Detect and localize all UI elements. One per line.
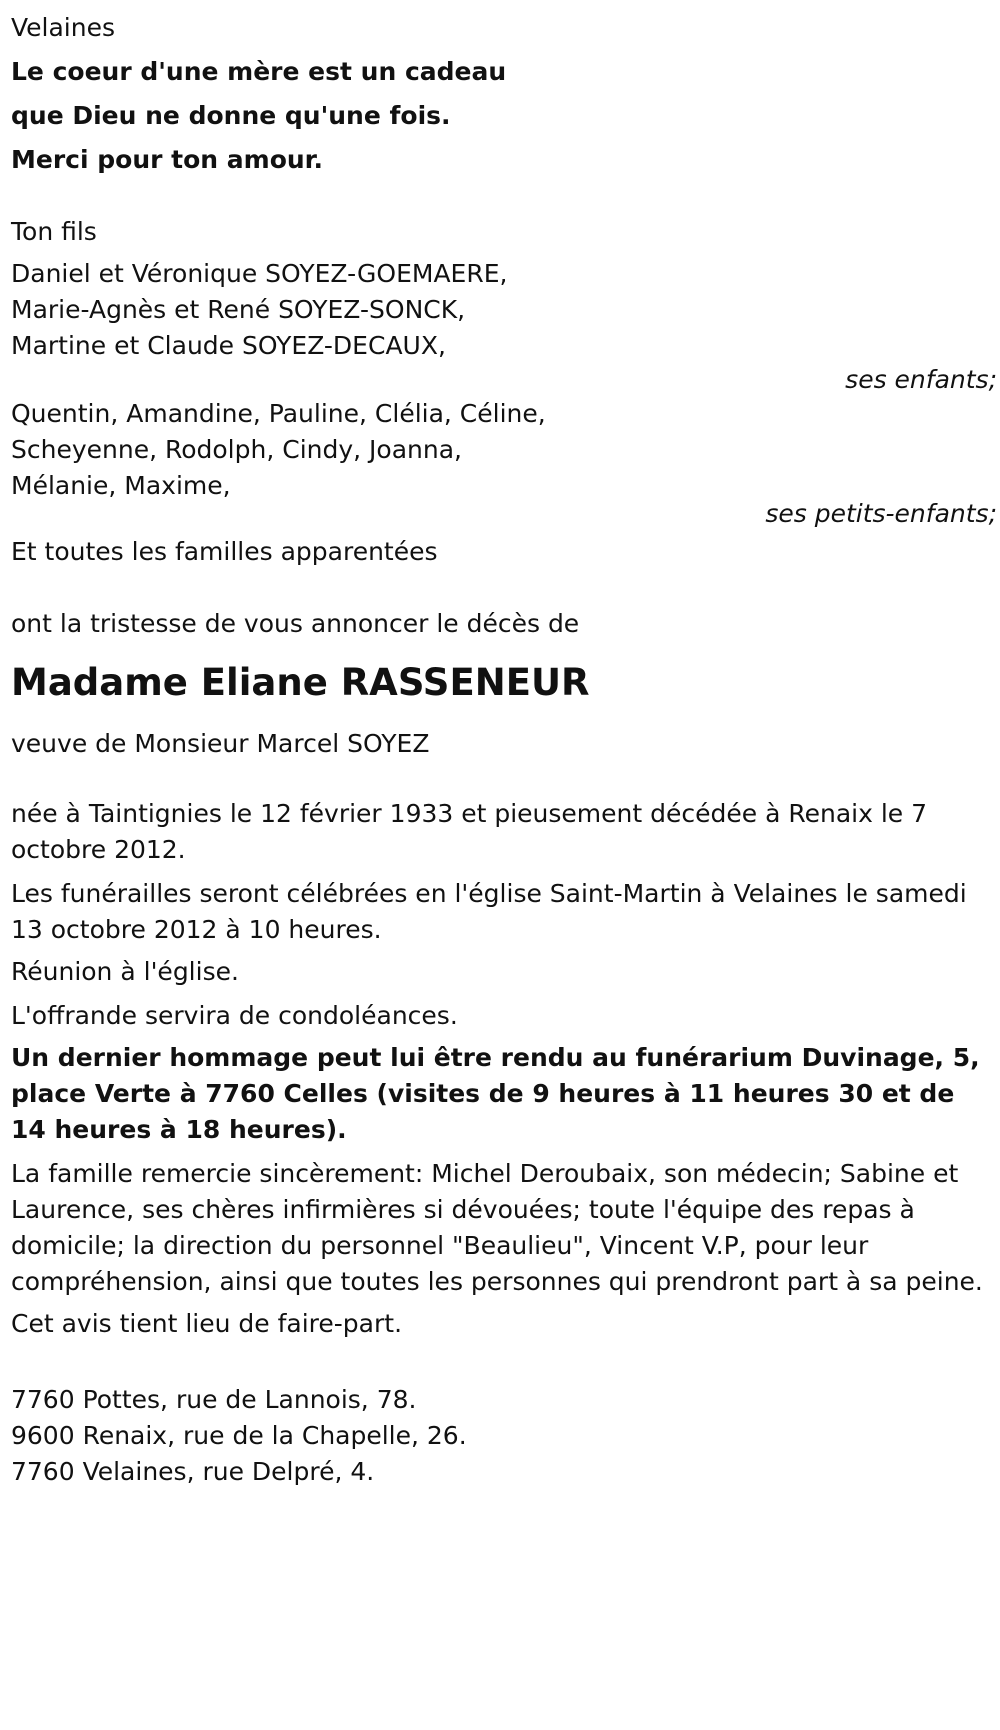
son-label: Ton fils: [11, 217, 97, 246]
child-entry: Martine et Claude SOYEZ-DECAUX,: [11, 331, 446, 360]
quote-line-1: Le coeur d'une mère est un cadeau: [11, 57, 507, 86]
address-line: 7760 Velaines, rue Delpré, 4.: [11, 1457, 375, 1486]
address-line: 7760 Pottes, rue de Lannois, 78.: [11, 1385, 417, 1414]
grandchild-entry: Quentin, Amandine, Pauline, Clélia, Céline,: [11, 399, 546, 428]
spacer: [11, 572, 997, 604]
quote-line-3: Merci pour ton amour.: [11, 145, 323, 174]
meeting-text: Réunion à l'église.: [11, 957, 239, 986]
thanks-text: La famille remercie sincèrement: Michel Deroubaix, son médecin; Sabine et Laurence, ses chères infirmières si dévouées; toute l'équipe des repas à domicile; la direction du personnel "Beaulieu", Vincent V.P, pour leur compréhension, ainsi que toutes les personnes qui prendront part à sa peine.: [11, 1159, 983, 1296]
grandchildren-note: ses petits-enfants;: [765, 499, 997, 528]
spacer: [11, 1348, 997, 1382]
birth-death-text: née à Taintignies le 12 février 1933 et pieusement décédée à Renaix le 7 octobre 2012.: [11, 799, 928, 864]
widow-of: veuve de Monsieur Marcel SOYEZ: [11, 729, 430, 758]
town-name: Velaines: [11, 13, 116, 42]
announcement: ont la tristesse de vous annoncer le décès de: [11, 609, 580, 638]
funeral-text: Les funérailles seront célébrées en l'église Saint-Martin à Velaines le samedi 13 octobre 2012 à 10 heures.: [11, 879, 967, 944]
children-note: ses enfants;: [845, 365, 997, 394]
address-line: 9600 Renaix, rue de la Chapelle, 26.: [11, 1421, 467, 1450]
offering-text: L'offrande servira de condoléances.: [11, 1001, 458, 1030]
address-list: [11, 1382, 997, 1490]
families-line: Et toutes les familles apparentées: [11, 537, 438, 566]
child-entry: Daniel et Véronique SOYEZ-GOEMAERE,: [11, 259, 508, 288]
child-entry: Marie-Agnès et René SOYEZ-SONCK,: [11, 295, 466, 324]
grandchildren-list: [11, 396, 997, 504]
children-list: [11, 256, 997, 364]
grandchild-entry: Mélanie, Maxime,: [11, 471, 231, 500]
tribute-text: Un dernier hommage peut lui être rendu au funérarium Duvinage, 5, place Verte à 7760 Celles (visites de 9 heures à 11 heures 30 et de 14 heures à 18 heures).: [11, 1043, 980, 1144]
quote-line-2: que Dieu ne donne qu'une fois.: [11, 101, 451, 130]
obituary-content: [11, 8, 997, 1490]
notice-text: Cet avis tient lieu de faire-part.: [11, 1309, 403, 1338]
deceased-name: Madame Eliane RASSENEUR: [11, 661, 590, 704]
spacer: [11, 764, 997, 796]
spacer: [11, 180, 997, 212]
grandchild-entry: Scheyenne, Rodolph, Cindy, Joanna,: [11, 435, 462, 464]
